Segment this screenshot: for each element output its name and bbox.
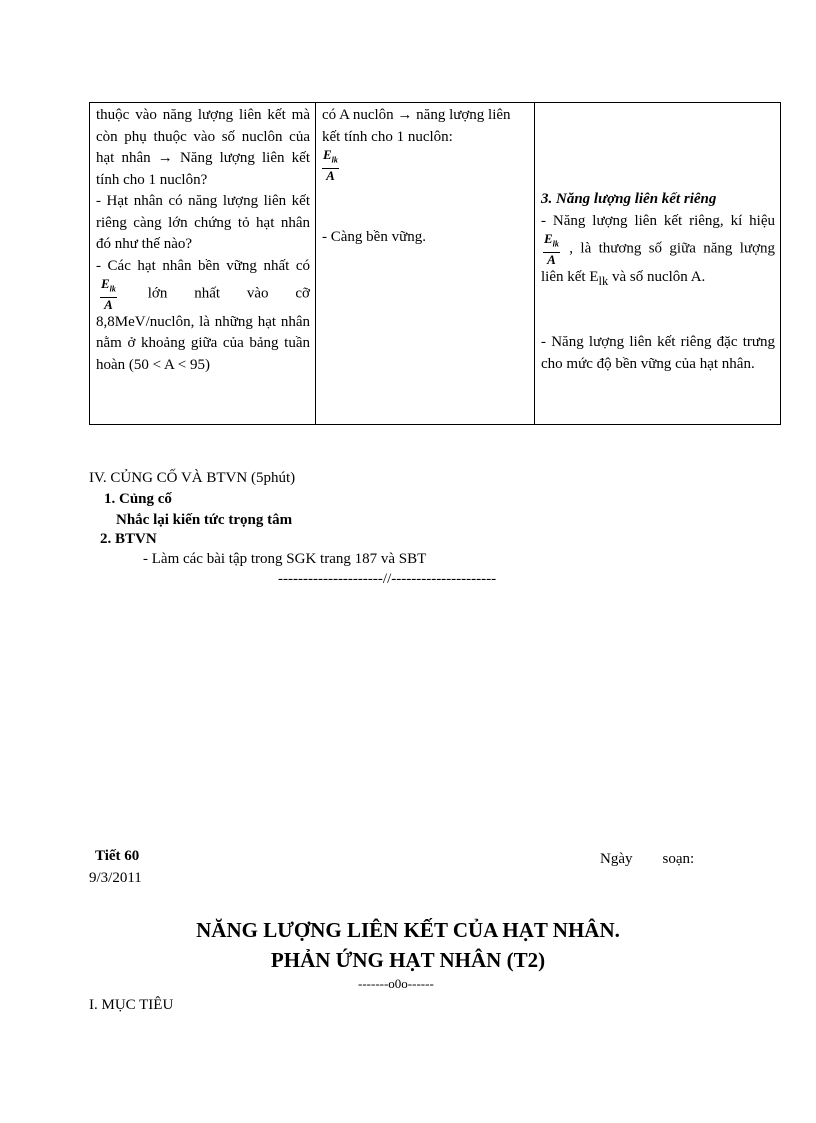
fraction-denominator: A <box>547 251 556 267</box>
fraction-elk-a <box>100 277 117 312</box>
section4-heading-line <box>89 470 295 487</box>
col2-line2: - Càng bền vững. <box>322 228 426 245</box>
section4-time: (5phút) <box>250 470 296 486</box>
lesson-title-line1: NĂNG LƯỢNG LIÊN KẾT CỦA HẠT NHÂN. <box>196 918 620 942</box>
fraction-numerator-sub: lk <box>109 284 116 294</box>
objectives-heading: I. MỤC TIÊU <box>89 997 174 1013</box>
section4-heading: IV. CỦNG CỐ VÀ BTVN <box>89 470 248 486</box>
fraction-denominator: A <box>326 167 335 183</box>
table-col-teacher <box>90 103 316 424</box>
fraction-denominator: A <box>104 296 113 312</box>
section4-sub2-text: - Làm các bài tập trong SGK trang 187 và SBT <box>143 551 427 567</box>
col3-line1-sub: lk <box>598 273 609 288</box>
fraction-numerator-sub: lk <box>552 239 559 249</box>
col1-line3-pre: - Các hạt nhân bền vững nhất có <box>96 257 310 274</box>
col1-line3-post: lớn nhất vào cỡ 8,8MeV/nuclôn, là những hạt nhân nằm ở khoảng giữa của bảng tuần hoàn (50 < A < 95) <box>96 285 310 373</box>
title-divider: -------o0o------ <box>358 976 434 991</box>
lesson-date: 9/3/2011 <box>89 870 142 886</box>
col3-line1-pre: - Năng lượng liên kết riêng, kí hiệu <box>541 212 775 229</box>
table-col-student <box>316 103 535 424</box>
fraction-elk-a-2 <box>322 148 339 183</box>
section4-sub2: 2. BTVN <box>100 531 157 547</box>
period-label: Tiết 60 <box>95 848 140 864</box>
fraction-numerator-sub: lk <box>331 155 338 165</box>
col3-line1-end: và số nuclôn A. <box>608 268 706 285</box>
content-table <box>89 102 781 425</box>
table-col-content <box>535 103 780 424</box>
date-label: Ngày soạn: <box>600 851 695 867</box>
col2-line1: có A nuclôn → năng lượng liên kết tính cho 1 nuclôn: <box>322 107 511 145</box>
col3-line1-post: , là thương số giữa năng lượng liên kết E <box>541 240 776 285</box>
col3-line2: - Năng lượng liên kết riêng đặc trưng cho mức độ bền vững của hạt nhân. <box>541 334 775 372</box>
fraction-numerator: E <box>544 231 553 246</box>
section4-sub1-text: Nhắc lại kiến tức trọng tâm <box>116 512 293 528</box>
col1-line1: thuộc vào năng lượng liên kết mà còn phụ thuộc vào số nuclôn của hạt nhân → Năng lượng liên kết tính cho 1 nuclôn? <box>96 107 310 188</box>
fraction-numerator: E <box>101 276 110 291</box>
col1-line2: - Hạt nhân có năng lượng liên kết riêng càng lớn chứng tỏ hạt nhân đó như thế nào? <box>96 193 310 252</box>
fraction-elk-a-3 <box>543 232 560 267</box>
lesson-title-line2: PHẢN ỨNG HẠT NHÂN (T2) <box>270 948 546 972</box>
section4-sub1: 1. Củng cố <box>104 491 172 507</box>
fraction-numerator: E <box>323 147 332 162</box>
col3-heading: 3. Năng lượng liên kết riêng <box>541 191 717 207</box>
section-divider: ---------------------//--------------------- <box>278 571 497 587</box>
